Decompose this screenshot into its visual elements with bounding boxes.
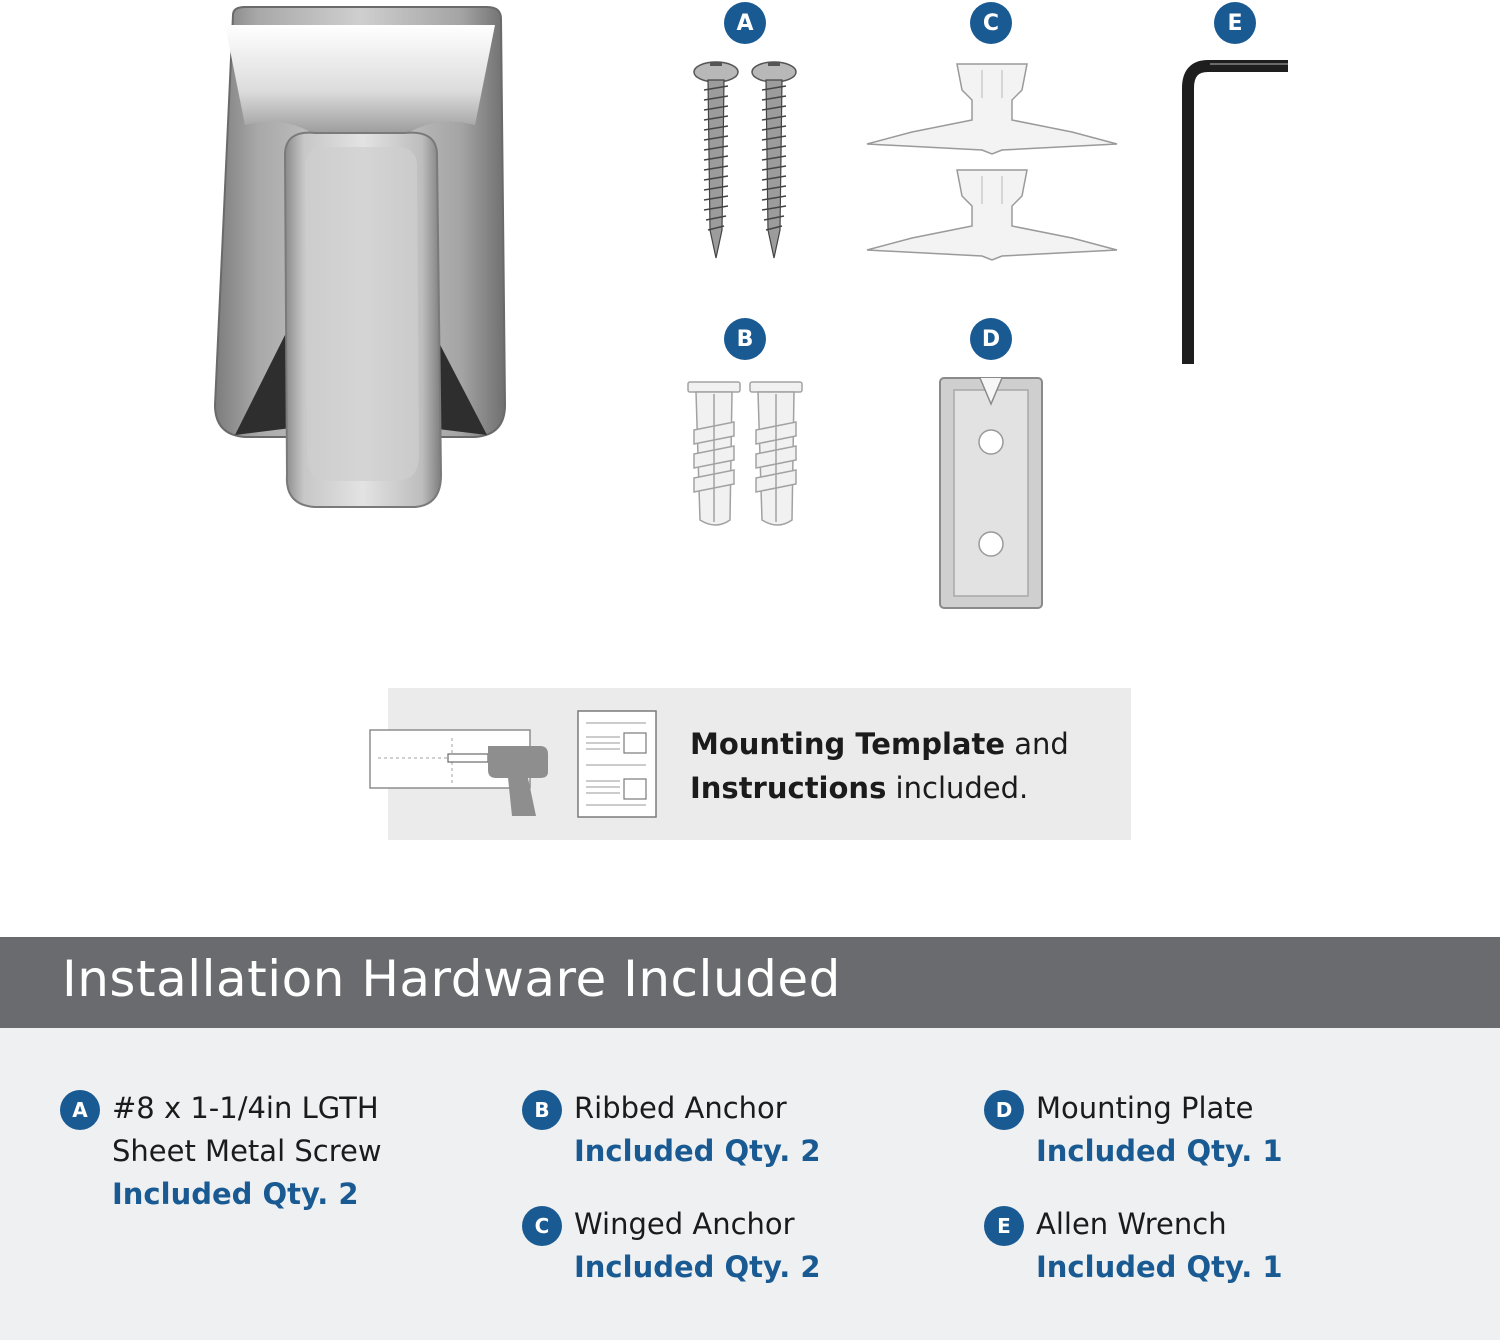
template-note-bold-2: Instructions <box>690 771 887 805</box>
template-note-text <box>690 722 1120 810</box>
item-e-badge: E <box>984 1206 1024 1246</box>
ribbed-anchor-icon <box>686 380 806 530</box>
list-item <box>574 1087 821 1173</box>
label-c-badge: C <box>970 2 1012 44</box>
section-title: Installation Hardware Included <box>62 950 841 1008</box>
label-e-badge: E <box>1214 2 1256 44</box>
label-a-badge: A <box>724 2 766 44</box>
label-d-badge: D <box>970 318 1012 360</box>
list-item <box>1036 1087 1283 1173</box>
list-item <box>574 1203 821 1289</box>
item-d-badge: D <box>984 1090 1024 1130</box>
template-note-bold-1: Mounting Template <box>690 727 1005 761</box>
item-c-badge: C <box>522 1206 562 1246</box>
item-b-badge: B <box>522 1090 562 1130</box>
list-item <box>112 1087 382 1216</box>
item-a-badge: A <box>60 1090 100 1130</box>
instructions-document-icon <box>576 709 658 821</box>
item-name-line1: Ribbed Anchor <box>574 1091 787 1125</box>
item-qty: Included Qty. 1 <box>1036 1134 1283 1168</box>
item-name-line1: Allen Wrench <box>1036 1207 1227 1241</box>
item-qty: Included Qty. 2 <box>112 1177 359 1211</box>
item-qty: Included Qty. 2 <box>574 1250 821 1284</box>
robe-hook-product <box>205 5 515 515</box>
item-name-line1: Winged Anchor <box>574 1207 795 1241</box>
winged-anchor-icon <box>862 60 1122 270</box>
list-item <box>1036 1203 1283 1289</box>
template-note-text-1: and <box>1005 727 1069 761</box>
item-qty: Included Qty. 2 <box>574 1134 821 1168</box>
allen-wrench-icon <box>1178 58 1292 370</box>
item-name-line1: #8 x 1-1/4in LGTH <box>112 1091 379 1125</box>
template-note-text-2: included. <box>886 771 1029 805</box>
label-b-badge: B <box>724 318 766 360</box>
item-name-line2: Sheet Metal Screw <box>112 1134 382 1168</box>
drill-icon <box>368 728 554 820</box>
mounting-plate-icon <box>936 376 1046 612</box>
item-qty: Included Qty. 1 <box>1036 1250 1283 1284</box>
item-name-line1: Mounting Plate <box>1036 1091 1254 1125</box>
screw-icon <box>688 60 804 260</box>
